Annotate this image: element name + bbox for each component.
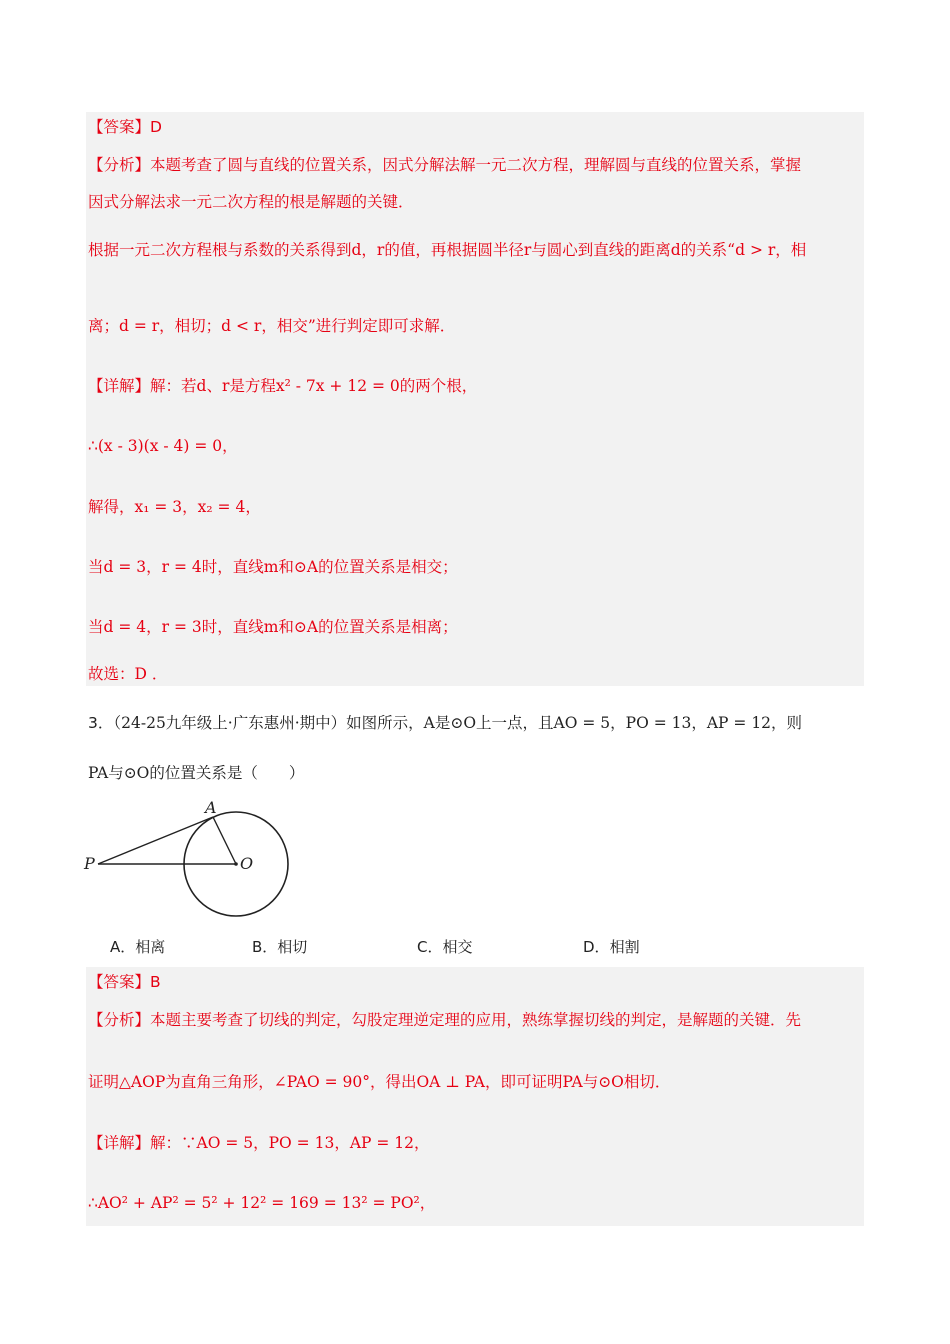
analysis-line-1: 【分析】本题考查了圆与直线的位置关系，因式分解法解一元二次方程，理解圆与直线的位置关系，掌握	[88, 156, 802, 174]
detail-line-5: 当d = 4，r = 3时，直线m和⊙A的位置关系是相离；	[88, 618, 458, 636]
label-o: O	[240, 854, 254, 873]
analysis2-line-2: 证明△AOP为直角三角形，∠PAO = 90°，得出OA ⊥ PA，即可证明PA与⊙O相切．	[88, 1073, 671, 1091]
label-a: A	[205, 798, 217, 817]
option-d[interactable]: D．相割	[583, 938, 640, 956]
center-point-o	[234, 862, 238, 866]
detail-line-2: ∴(x - 3)(x - 4) = 0，	[88, 437, 238, 455]
analysis2-line-1: 【分析】本题主要考查了切线的判定，勾股定理逆定理的应用，熟练掌握切线的判定，是解题的关键．先	[88, 1011, 802, 1029]
option-c[interactable]: C．相交	[417, 938, 473, 956]
question-3-stem-line-2: PA与⊙O的位置关系是（ ）	[88, 764, 305, 782]
detail-line-1: 【详解】解：若d、r是方程x² - 7x + 12 = 0的两个根，	[88, 377, 478, 395]
option-b[interactable]: B．相切	[252, 938, 308, 956]
analysis-line-2: 因式分解法求一元二次方程的根是解题的关键．	[88, 193, 414, 211]
option-a[interactable]: A．相离	[110, 938, 166, 956]
label-p: P	[84, 854, 95, 873]
segment-ao	[213, 817, 236, 864]
detail2-line-1: 【详解】解：∵AO = 5，PO = 13，AP = 12，	[88, 1134, 430, 1152]
answer-line-2: 【答案】B	[88, 973, 161, 991]
conclusion-line: 故选：D ．	[88, 665, 168, 683]
solution-block-2	[86, 967, 864, 1226]
analysis-line-4: 离；d = r，相切；d < r，相交”进行判定即可求解．	[88, 317, 456, 335]
answer-line-1: 【答案】D	[88, 118, 162, 136]
detail-line-4: 当d = 3，r = 4时，直线m和⊙A的位置关系是相交；	[88, 558, 458, 576]
question-3-figure	[80, 795, 310, 925]
detail-line-3: 解得，x₁ = 3，x₂ = 4，	[88, 498, 261, 516]
detail2-line-2: ∴AO² + AP² = 5² + 12² = 169 = 13² = PO²，	[88, 1194, 436, 1212]
question-3-stem-line-1: 3．（24-25九年级上·广东惠州·期中）如图所示，A是⊙O上一点，且AO = 5，PO = 13，AP = 12，则	[88, 714, 803, 732]
analysis-line-3: 根据一元二次方程根与系数的关系得到d，r的值，再根据圆半径r与圆心到直线的距离d的关系“d > r，相	[88, 241, 807, 259]
segment-pa	[98, 817, 213, 864]
